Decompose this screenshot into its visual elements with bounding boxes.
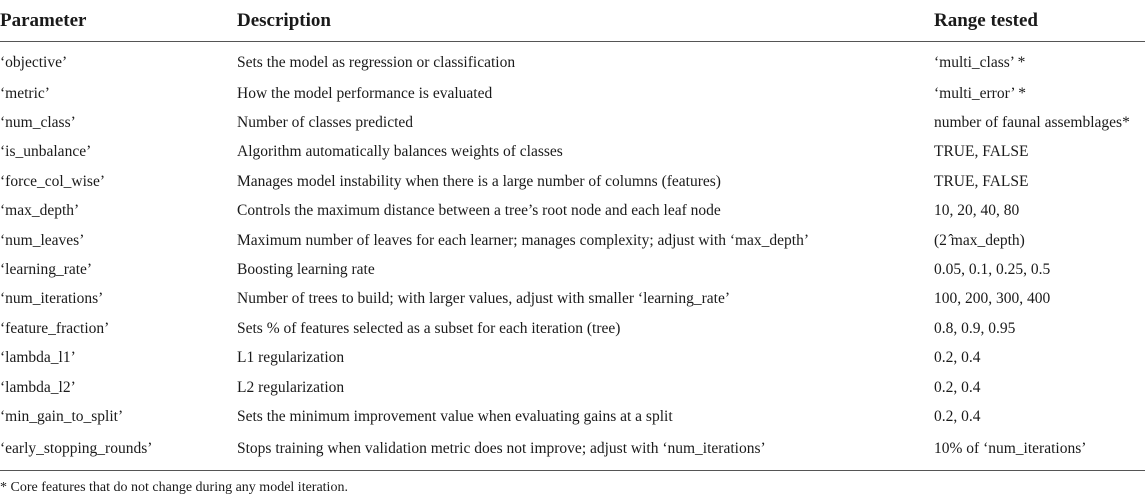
table-row xyxy=(0,79,1145,108)
cell-range: 100, 200, 300, 400 xyxy=(934,290,1051,308)
cell-parameter: ‘lambda_l2’ xyxy=(0,378,76,396)
header-range-tested: Range tested xyxy=(934,0,1145,42)
header-parameter: Parameter xyxy=(0,0,237,42)
table-row xyxy=(0,314,1145,343)
cell-parameter: ‘metric’ xyxy=(0,84,50,102)
cell-description: L2 regularization xyxy=(237,378,345,396)
cell-parameter: ‘num_class’ xyxy=(0,114,76,132)
cell-description: Boosting learning rate xyxy=(237,261,375,279)
cell-range: number of faunal assemblages* xyxy=(934,114,1130,132)
table-header-row xyxy=(0,0,1145,42)
cell-description: Controls the maximum distance between a tree’s root node and each leaf node xyxy=(237,202,721,220)
cell-description: Number of trees to build; with larger values, adjust with smaller ‘learning_rate’ xyxy=(237,290,730,308)
table-body xyxy=(0,42,1145,471)
cell-description: Sets the model as regression or classification xyxy=(237,53,516,71)
cell-parameter: ‘lambda_l1’ xyxy=(0,349,76,367)
cell-description: Maximum number of leaves for each learner; manages complexity; adjust with ‘max_depth’ xyxy=(237,231,810,249)
table-row xyxy=(0,373,1145,402)
table-row xyxy=(0,197,1145,226)
cell-description: How the model performance is evaluated xyxy=(237,84,493,102)
table-row xyxy=(0,167,1145,196)
cell-parameter: ‘force_col_wise’ xyxy=(0,172,106,190)
cell-parameter: ‘is_unbalance’ xyxy=(0,143,92,161)
cell-description: Algorithm automatically balances weights of classes xyxy=(237,143,563,161)
cell-range: TRUE, FALSE xyxy=(934,172,1029,190)
cell-range: (2 ̂max_depth) xyxy=(934,231,1025,249)
table-row xyxy=(0,344,1145,373)
cell-parameter: ‘min_gain_to_split’ xyxy=(0,407,124,425)
table-row xyxy=(0,432,1145,471)
cell-range: 10% of ‘num_iterations’ xyxy=(934,432,1145,471)
table-row xyxy=(0,255,1145,284)
header-description: Description xyxy=(237,0,934,42)
cell-parameter: ‘early_stopping_rounds’ xyxy=(0,432,237,471)
table-row xyxy=(0,138,1145,167)
cell-parameter: ‘feature_fraction’ xyxy=(0,319,110,337)
cell-range: 0.2, 0.4 xyxy=(934,378,981,396)
table-row xyxy=(0,285,1145,314)
table-row xyxy=(0,226,1145,255)
cell-parameter: ‘num_leaves’ xyxy=(0,231,85,249)
cell-range: ‘multi_error’ * xyxy=(934,84,1026,102)
cell-range: 10, 20, 40, 80 xyxy=(934,202,1020,220)
cell-range: TRUE, FALSE xyxy=(934,143,1029,161)
cell-description: Stops training when validation metric does not improve; adjust with ‘num_iterations’ xyxy=(237,432,934,471)
cell-description: Number of classes predicted xyxy=(237,114,414,132)
table-row xyxy=(0,108,1145,137)
cell-parameter: ‘max_depth’ xyxy=(0,202,80,220)
cell-range: ‘multi_class’ * xyxy=(934,53,1026,71)
table-row xyxy=(0,402,1145,431)
cell-description: Sets % of features selected as a subset for each iteration (tree) xyxy=(237,319,621,337)
cell-description: Sets the minimum improvement value when evaluating gains at a split xyxy=(237,407,673,425)
footnote: * Core features that do not change during any model iteration. xyxy=(0,480,348,495)
cell-description: Manages model instability when there is a large number of columns (features) xyxy=(237,172,721,190)
cell-parameter: ‘objective’ xyxy=(0,53,68,71)
cell-range: 0.2, 0.4 xyxy=(934,349,981,367)
table-row xyxy=(0,42,1145,80)
cell-description: L1 regularization xyxy=(237,349,345,367)
cell-range: 0.8, 0.9, 0.95 xyxy=(934,319,1016,337)
cell-parameter: ‘num_iterations’ xyxy=(0,290,104,308)
cell-range: 0.2, 0.4 xyxy=(934,407,981,425)
cell-range: 0.05, 0.1, 0.25, 0.5 xyxy=(934,261,1051,279)
cell-parameter: ‘learning_rate’ xyxy=(0,261,93,279)
